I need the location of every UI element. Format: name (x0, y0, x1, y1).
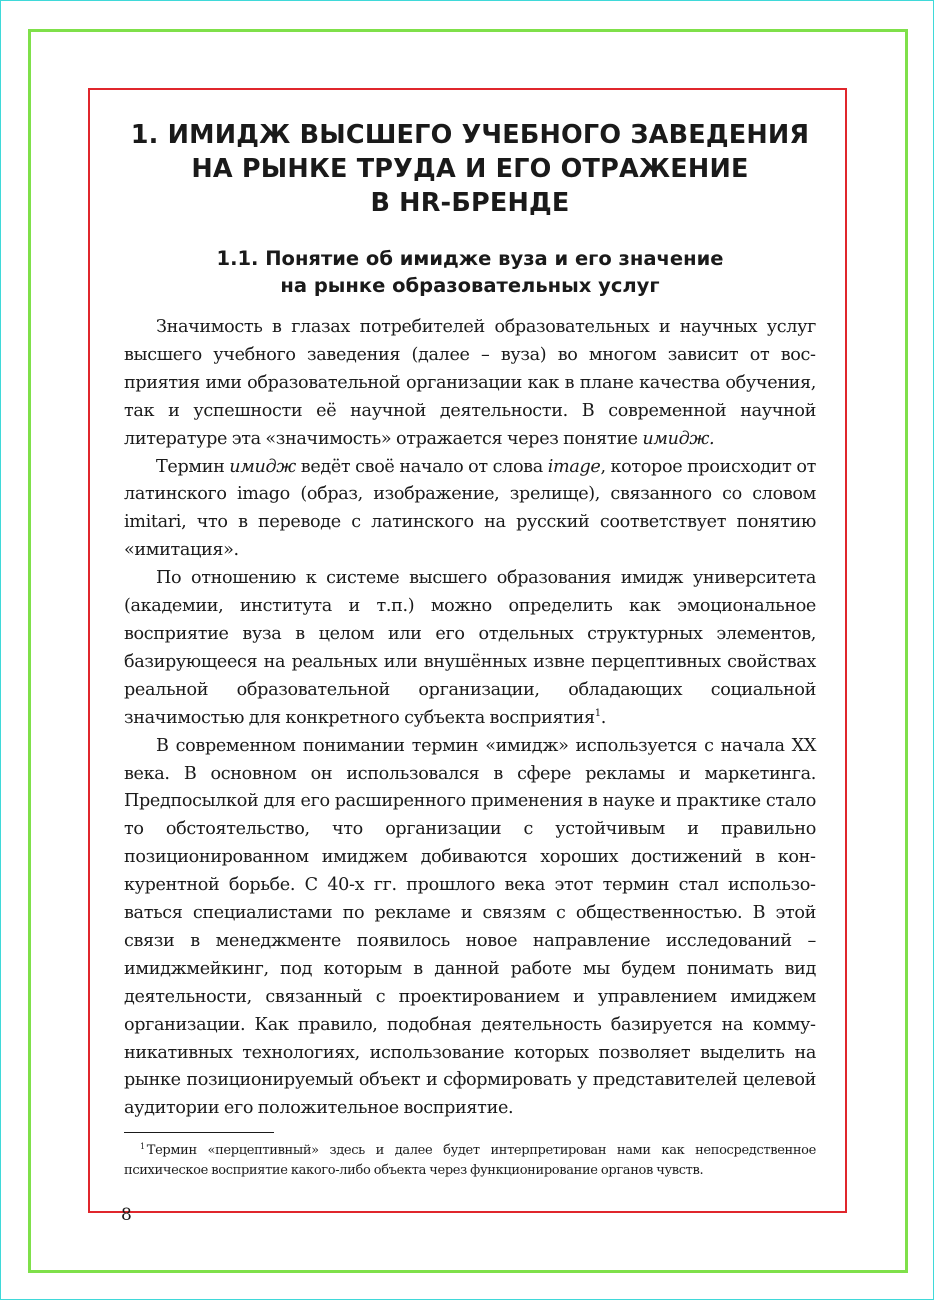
section-title-line: 1.1. Понятие об имидже вуза и его значение (216, 247, 724, 270)
paragraph-2 (124, 454, 816, 566)
page-content (124, 118, 816, 1181)
paragraph-text: Термин (156, 456, 230, 477)
paragraph-text: ведёт своё начало от слова (295, 456, 548, 477)
paragraph-text: В современном понимании термин «имидж» используется с начала XX века. В основном он использовался в сфере рекламы и маркетинга. Предпосылкой для его расширенного применения в науке и практике стало то обстоятельство, что организации с устойчивым и правильно позиционированном имиджем добиваются хороших достижений в конкурентной борьбе. С 40-х гг. прошлого века этот термин стал использоваться специалистами по рекламе и связям с общественностью. В этой связи в менеджменте появилось новое направление исследований – имиджмейкинг, под которым в данной работе мы будем понимать вид деятельности, связанный с проектированием и управлением имиджем организации. Как правило, подобная деятельность базируется на коммуникативных технологиях, использование которых позволяет выделить на рынке позиционируемый объект и сформировать у представителей целевой аудитории его положительное восприятие. (124, 735, 816, 1119)
paragraph-4 (124, 733, 816, 1124)
footnote (124, 1141, 816, 1181)
chapter-title-line: В HR-БРЕНДЕ (370, 188, 570, 218)
footnote-divider (124, 1132, 274, 1133)
term-emphasis: image (547, 456, 601, 477)
page-number: 8 (121, 1205, 132, 1225)
footnote-text: Термин «перцептивный» здесь и далее будет интерпретирован нами как непосредственное психическое восприятие какого-либо объекта через функционирование органов чувств. (124, 1143, 816, 1179)
paragraph-text: , которое происходит от латинского imago (образ, изображение, зрелище), связанного со словом imitari, что в переводе с латинского на русский соответствует понятию «имитация». (124, 456, 817, 561)
body-text (124, 314, 816, 1123)
footnote-reference[interactable]: 1 (594, 707, 601, 719)
paragraph-1 (124, 314, 816, 454)
chapter-title-line: 1. ИМИДЖ ВЫСШЕГО УЧЕБНОГО ЗАВЕДЕНИЯ (130, 120, 810, 150)
paragraph-text: По отношению к системе высшего образования имидж университета (академии, института и т.п.) можно определить как эмоциональное восприятие вуза в целом или его отдельных структурных элементов, базирующееся на реальных или внушённых извне перцептивных свойствах реальной образовательной организации, обладающих социальной значимостью для конкретного субъекта восприятия (124, 568, 816, 728)
section-title-line: на рынке образовательных услуг (280, 274, 660, 297)
paragraph-text: . (600, 707, 607, 728)
term-emphasis: имидж. (642, 428, 715, 449)
chapter-title (124, 118, 816, 220)
footnote-marker: 1 (140, 1142, 145, 1152)
paragraph-text: Значимость в глазах потребителей образовательных и научных услуг высшего учебного заведения (далее – вуза) во многом зависит от восприятия ими образовательной организации как в плане качества обучения, так и успешности её научной деятельности. В современной научной литературе эта «значимость» отражается через понятие (124, 317, 816, 449)
section-title (124, 245, 816, 299)
chapter-title-line: НА РЫНКЕ ТРУДА И ЕГО ОТРАЖЕНИЕ (191, 154, 749, 184)
paragraph-3 (124, 565, 816, 732)
term-emphasis: имидж (229, 456, 296, 477)
